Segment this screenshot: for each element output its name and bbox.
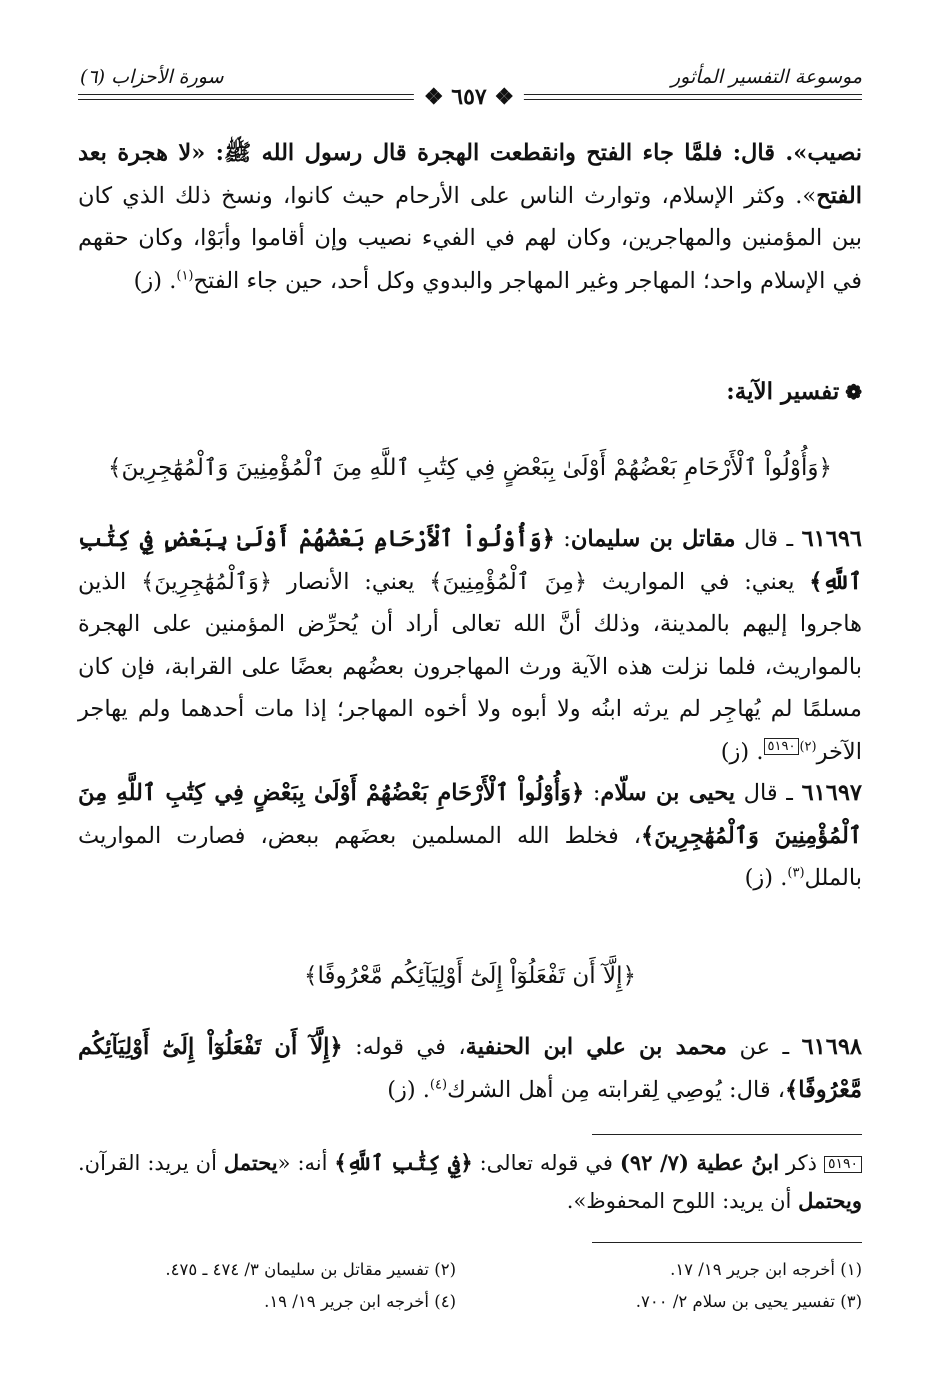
entry-end: . (ز)	[387, 1076, 430, 1103]
footnote-1: (١) أخرجه ابن جرير ١٩/ ١٧.	[670, 1260, 862, 1279]
narrator-name: يحيى بن سلّام	[600, 780, 736, 806]
footnote-3: (٣) تفسير يحيى بن سلام ٢/ ٧٠٠.	[635, 1292, 862, 1311]
footnote-ref-2: (٢)	[799, 739, 817, 754]
footnote-2: (٢) تفسير مقاتل بن سليمان ٣/ ٤٧٤ ـ ٤٧٥.	[165, 1260, 456, 1279]
entry-61697	[78, 772, 862, 900]
entry-colon: :	[584, 780, 601, 806]
note-rule	[592, 1134, 862, 1135]
entry-text: ، قال: يُوصِي لِقرابته مِن أهل الشرك	[447, 1076, 786, 1103]
surah-label: سورة الأحزاب (٦)	[80, 66, 224, 88]
footnote-4: (٤) أخرجه ابن جرير ١٩/ ١٩.	[264, 1292, 456, 1311]
entry-end: . (ز)	[744, 865, 788, 891]
flower-icon: ❁	[845, 380, 862, 404]
entry-61696	[78, 518, 862, 773]
commentary-note	[78, 1144, 862, 1220]
note-text-3: أن يريد: القرآن.	[78, 1151, 224, 1175]
entry-end: . (ز)	[720, 738, 764, 765]
note-text-1: في قوله تعالى:	[472, 1151, 620, 1175]
section-title: تفسير الآية:	[726, 378, 840, 405]
verse-2: ﴿إِلَّآ أَن تَفْعَلُوٓاْ إِلَىٰٓ أَوْلِيَآئِكُم مَّعْرُوفًا﴾	[304, 963, 636, 989]
note-lead: ذكر	[779, 1151, 824, 1175]
entry-lead: ـ قال	[735, 780, 802, 806]
intro-text-start: نصيب». قال: فلمَّا جاء الفتح وانقطعت الهجرة قال رسول الله ﷺ: «	[191, 140, 862, 166]
note-tag: ٥١٩٠	[764, 738, 800, 755]
entry-lead: ـ عن	[727, 1034, 802, 1060]
note-bold-1: يحتمل	[223, 1150, 278, 1175]
intro-paragraph	[78, 132, 862, 302]
footnote-ref-3: (٣)	[787, 865, 805, 881]
entry-text: ، فخلط الله المسلمين بعضَهم ببعض، فصارت المواريث بالملل	[78, 822, 862, 891]
narrator-name: مقاتل بن سليمان	[570, 526, 736, 552]
quran-quote: ﴿إِلَّآ أَن تَفْعَلُوٓاْ إِلَىٰٓ أَوْلِيَآئِكُم مَّعْرُوفًا﴾	[78, 1034, 862, 1103]
intro-hadith: لا هجرة بعد الفتح	[78, 140, 862, 209]
footnote-ref-4: (٤)	[429, 1077, 448, 1092]
note-citation: (٧/ ٩٢)	[619, 1150, 697, 1175]
note-text-4: أن يريد: اللوح المحفوظ».	[566, 1189, 799, 1213]
book-title: موسوعة التفسير المأثور	[670, 66, 862, 88]
entry-text: يعني: في المواريث ﴿مِنَ ٱلْمُؤْمِنِينَ﴾ يعني: الأنصار ﴿وَٱلْمُهَٰجِرِينَ﴾ الذين هاجروا إليهم بالمدينة، وذلك أنَّ الله تعالى أراد أن يُحرِّض المؤمنين على الهجرة بالمواريث، فلما نزلت هذه الآية ورث المهاجرون بعضُهم بعضًا على القرابة، فإن كان مسلمًا لم يُهاجِر لم يرثه ابنُه ولا أبوه ولا أخوه المهاجر؛ إذا مات أحدهما ولم يهاجر الآخر	[78, 568, 862, 765]
entry-number: ٦١٦٩٨	[801, 1034, 862, 1060]
footnote-rule	[592, 1242, 862, 1243]
intro-end: . (ز)	[133, 267, 177, 294]
narrator-name: محمد بن علي ابن الحنفية	[465, 1034, 727, 1060]
quran-quote: ﴿وَأُوْلُواْ ٱلْأَرْحَامِ بَعْضُهُمْ أَوْلَىٰ بِبَعْضٍ فِي كِتَٰبِ ٱللَّهِ﴾	[78, 526, 862, 595]
verse-1: ﴿وَأُوْلُواْ ٱلْأَرْحَامِ بَعْضُهُمْ أَوْلَىٰ بِبَعْضٍ فِي كِتَٰبِ ٱللَّهِ مِنَ ٱلْمُؤْمِنِينَ وَٱلْمُهَٰجِرِينَ﴾	[108, 455, 832, 481]
note-tag: ٥١٩٠	[824, 1156, 862, 1173]
section-heading	[78, 378, 862, 405]
footnote-ref-1: (١)	[176, 268, 194, 283]
note-author: ابنُ عطية	[696, 1150, 780, 1175]
page-number: ❖ ٦٥٧ ❖	[414, 84, 524, 110]
entry-61698	[78, 1026, 862, 1111]
entry-number: ٦١٦٩٧	[801, 780, 862, 806]
entry-lead: ـ قال	[735, 526, 802, 552]
intro-text: ». وكثر الإسلام، وتوارث الناس على الأرحام حيث كانوا، ونسخ ذلك الذي كان بين المؤمنين والمهاجرين، وكان لهم في الفيء نصيب وإن أقاموا وأبَوْا، وكان حقهم في الإسلام واحد؛ المهاجر وغير المهاجر والبدوي وكل أحد، حين جاء الفتح	[78, 182, 862, 294]
entry-number: ٦١٦٩٦	[801, 526, 863, 552]
entry-colon: :	[554, 526, 571, 552]
quran-quote: ﴿وَأُوْلُواْ ٱلْأَرْحَامِ بَعْضُهُمْ أَوْلَىٰ بِبَعْضٍ فِي كِتَٰبِ ٱللَّهِ مِنَ ٱلْمُؤْمِنِينَ وَٱلْمُهَٰجِرِينَ﴾	[78, 780, 862, 849]
note-text-2: أنه: «	[277, 1151, 335, 1175]
note-quote: ﴿فِي كِتَٰبِ ٱللَّهِ﴾	[334, 1150, 473, 1175]
note-bold-2: ويحتمل	[798, 1188, 862, 1213]
entry-mid: ، في قوله:	[342, 1034, 466, 1060]
